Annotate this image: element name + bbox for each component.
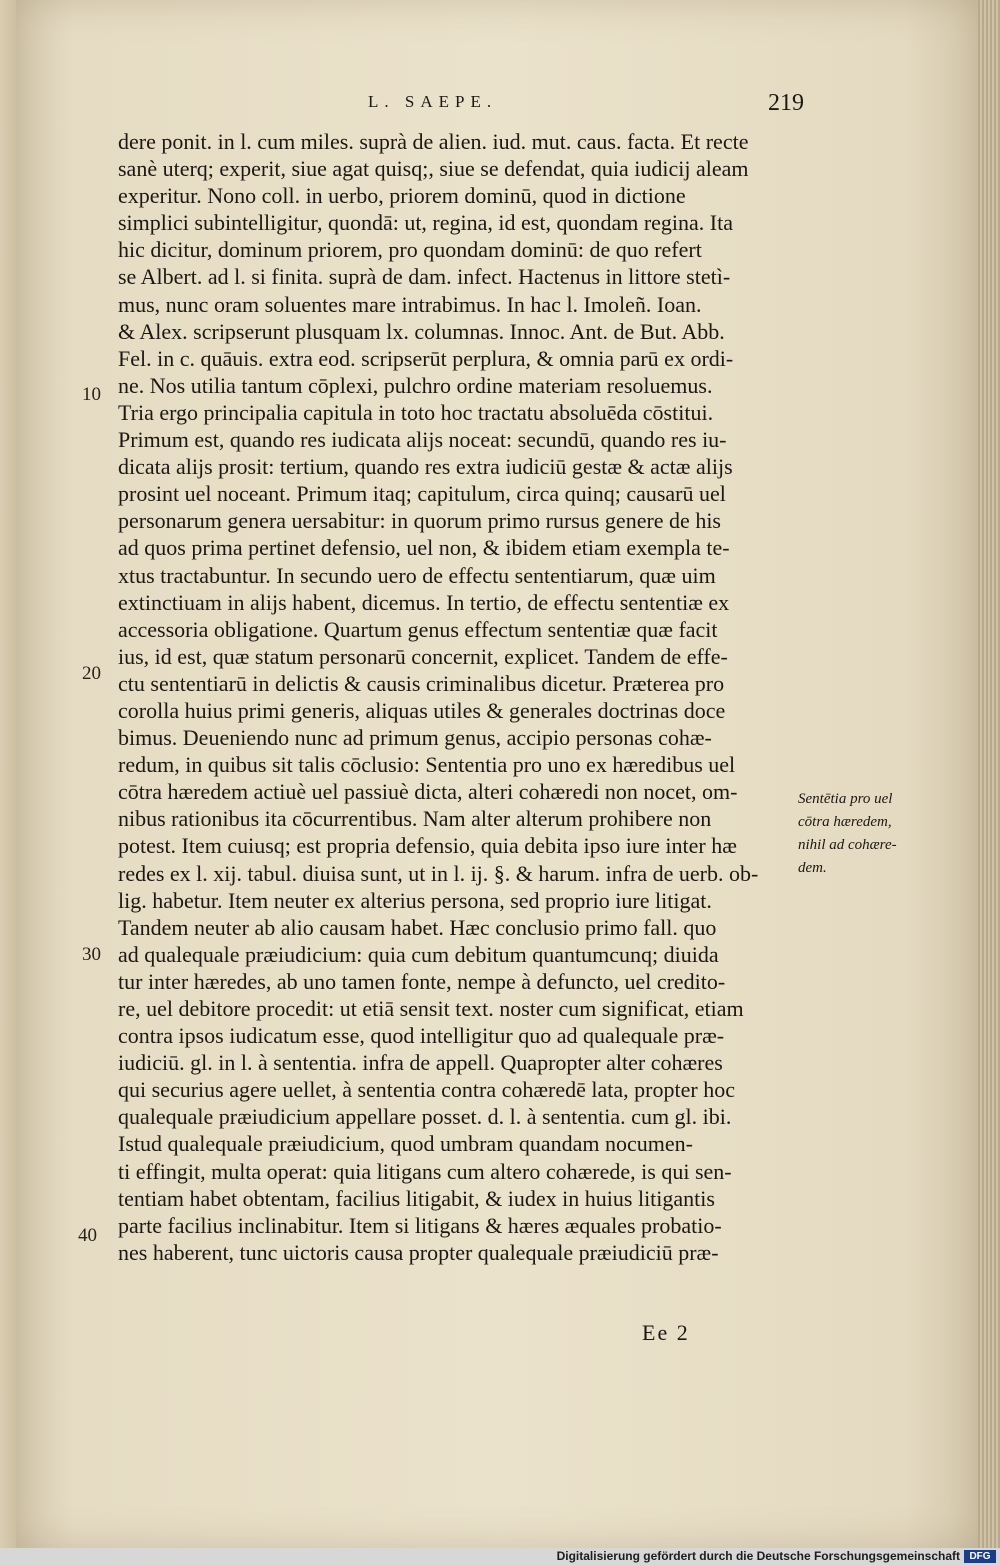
text-line: experitur. Nono coll. in uerbo, priorem dominū, quod in dictione [118, 183, 686, 209]
text-line: ad quos prima pertinet defensio, uel non, & ibidem etiam exempla te- [118, 535, 730, 561]
page-number: 219 [768, 90, 804, 116]
text-line: ne. Nos utilia tantum cōplexi, pulchro ordine materiam resoluemus. [118, 372, 713, 398]
line-number-20: 20 [82, 663, 101, 684]
text-line: bimus. Deueniendo nunc ad primum genus, accipio personas cohæ- [118, 725, 712, 751]
line-number-10: 10 [82, 384, 101, 405]
marginal-note-line: cōtra hæredem, [798, 814, 892, 830]
text-line: Tandem neuter ab alio causam habet. Hæc conclusio primo fall. quo [118, 914, 717, 940]
text-line: qualequale præiudicium appellare posset. d. l. à sententia. cum gl. ibi. [118, 1104, 732, 1130]
text-line: redes ex l. xij. tabul. diuisa sunt, ut in l. ij. §. & harum. infra de uerb. ob- [118, 860, 759, 886]
text-line: prosint uel noceant. Primum itaq; capitulum, circa quinq; causarū uel [118, 481, 726, 507]
running-head: L. SAEPE. [368, 92, 498, 111]
text-line: contra ipsos iudicatum esse, quod intelligitur quo ad qualequale præ- [118, 1023, 725, 1049]
text-line: ctu sententiarū in delictis & causis criminalibus dicetur. Præterea pro [118, 670, 725, 696]
text-line: ti effingit, multa operat: quia litigans cum altero cohærede, is qui sen- [118, 1158, 732, 1184]
text-line: ius, id est, quæ statum personarū concernit, explicet. Tandem de effe- [118, 643, 728, 669]
text-line: Primum est, quando res iudicata alijs noceat: secundū, quando res iu- [118, 427, 727, 453]
text-line: corolla huius primi generis, aliquas utiles & generales doctrinas doce [118, 697, 726, 723]
text-line: extinctiuam in alijs habent, dicemus. In tertio, de effectu sententiæ ex [118, 589, 730, 615]
text-line: qui securius agere uellet, à sententia contra cohæredē lata, propter hoc [118, 1077, 735, 1103]
page-fore-edge [978, 0, 1000, 1548]
line-number-30: 30 [82, 944, 101, 965]
text-line: dicata alijs prosit: tertium, quando res extra iudiciū gestæ & actæ alijs [118, 454, 733, 480]
marginal-note-line: nihil ad cohære- [798, 837, 897, 853]
text-line: sanè uterq; experit, siue agat quisq;, siue se defendat, quia iudicij aleam [118, 156, 749, 182]
line-number-40: 40 [78, 1225, 97, 1246]
text-line: re, uel debitore procedit: ut etiā sensit text. noster cum significat, etiam [118, 996, 744, 1021]
body-text [118, 128, 790, 1266]
text-line: cōtra hæredem actiuè uel passiuè dicta, alteri cohæredi non nocet, om- [118, 779, 738, 805]
text-line: ad qualequale præiudicium: quia cum debitum quantumcunq; diuida [118, 941, 719, 967]
text-line: dere ponit. in l. cum miles. suprà de alien. iud. mut. caus. facta. Et recte [118, 129, 749, 154]
text-line: nes haberent, tunc uictoris causa propter qualequale præiudiciū præ- [118, 1239, 719, 1265]
text-line: Fel. in c. quāuis. extra eod. scripserūt perplura, & omnia parū ex ordi- [118, 345, 734, 371]
text-line: iudiciū. gl. in l. à sententia. infra de appell. Quapropter alter cohæres [118, 1050, 723, 1076]
text-line: redum, in quibus sit talis cōclusio: Sententia pro uno ex hæredibus uel [118, 752, 736, 778]
footer-bar [0, 1548, 1000, 1566]
text-line: & Alex. scripserunt plusquam lx. columnas. Innoc. Ant. de But. Abb. [118, 318, 725, 344]
text-line: hic dicitur, dominum priorem, pro quondam dominū: de quo refert [118, 237, 702, 263]
text-line: se Albert. ad l. si finita. suprà de dam. infect. Hactenus in littore stetì- [118, 264, 731, 290]
marginal-note [798, 788, 918, 880]
funding-credit: Digitalisierung gefördert durch die Deutsche Forschungsgemeinschaft [556, 1549, 960, 1563]
text-line: personarum genera uersabitur: in quorum primo rursus genere de his [118, 508, 721, 534]
text-line: xtus tractabuntur. In secundo uero de effectu sententiarum, quæ uim [118, 562, 716, 588]
text-line: Istud qualequale præiudicium, quod umbram quandam nocumen- [118, 1131, 693, 1157]
text-line: mus, nunc oram soluentes mare intrabimus. In hac l. Imoleñ. Ioan. [118, 291, 702, 317]
signature-mark: Ee 2 [642, 1320, 690, 1345]
text-line: lig. habetur. Item neuter ex alterius persona, sed proprio iure litigat. [118, 887, 712, 913]
text-line: potest. Item cuiusq; est propria defensio, quia debita ipso iure inter hæ [118, 833, 737, 859]
text-line: nibus rationibus ita cōcurrentibus. Nam alter alterum prohibere non [118, 806, 712, 832]
dfg-logo: DFG [964, 1550, 996, 1563]
marginal-note-line: dem. [798, 860, 827, 876]
text-line: tentiam habet obtentam, facilius litigabit, & iudex in huius litigantis [118, 1185, 715, 1211]
text-line: parte facilius inclinabitur. Item si litigans & hæres æquales probatio- [118, 1212, 722, 1238]
marginal-note-line: Sentētia pro uel [798, 791, 893, 807]
text-line: accessoria obligatione. Quartum genus effectum sententiæ quæ facit [118, 616, 718, 642]
text-line: simplici subintelligitur, quondā: ut, regina, id est, quondam regina. Ita [118, 210, 734, 236]
text-line: tur inter hæredes, ab uno tamen fonte, nempe à defuncto, uel credito- [118, 968, 726, 994]
text-line: Tria ergo principalia capitula in toto hoc tractatu absoluēda cōstitui. [118, 399, 714, 425]
